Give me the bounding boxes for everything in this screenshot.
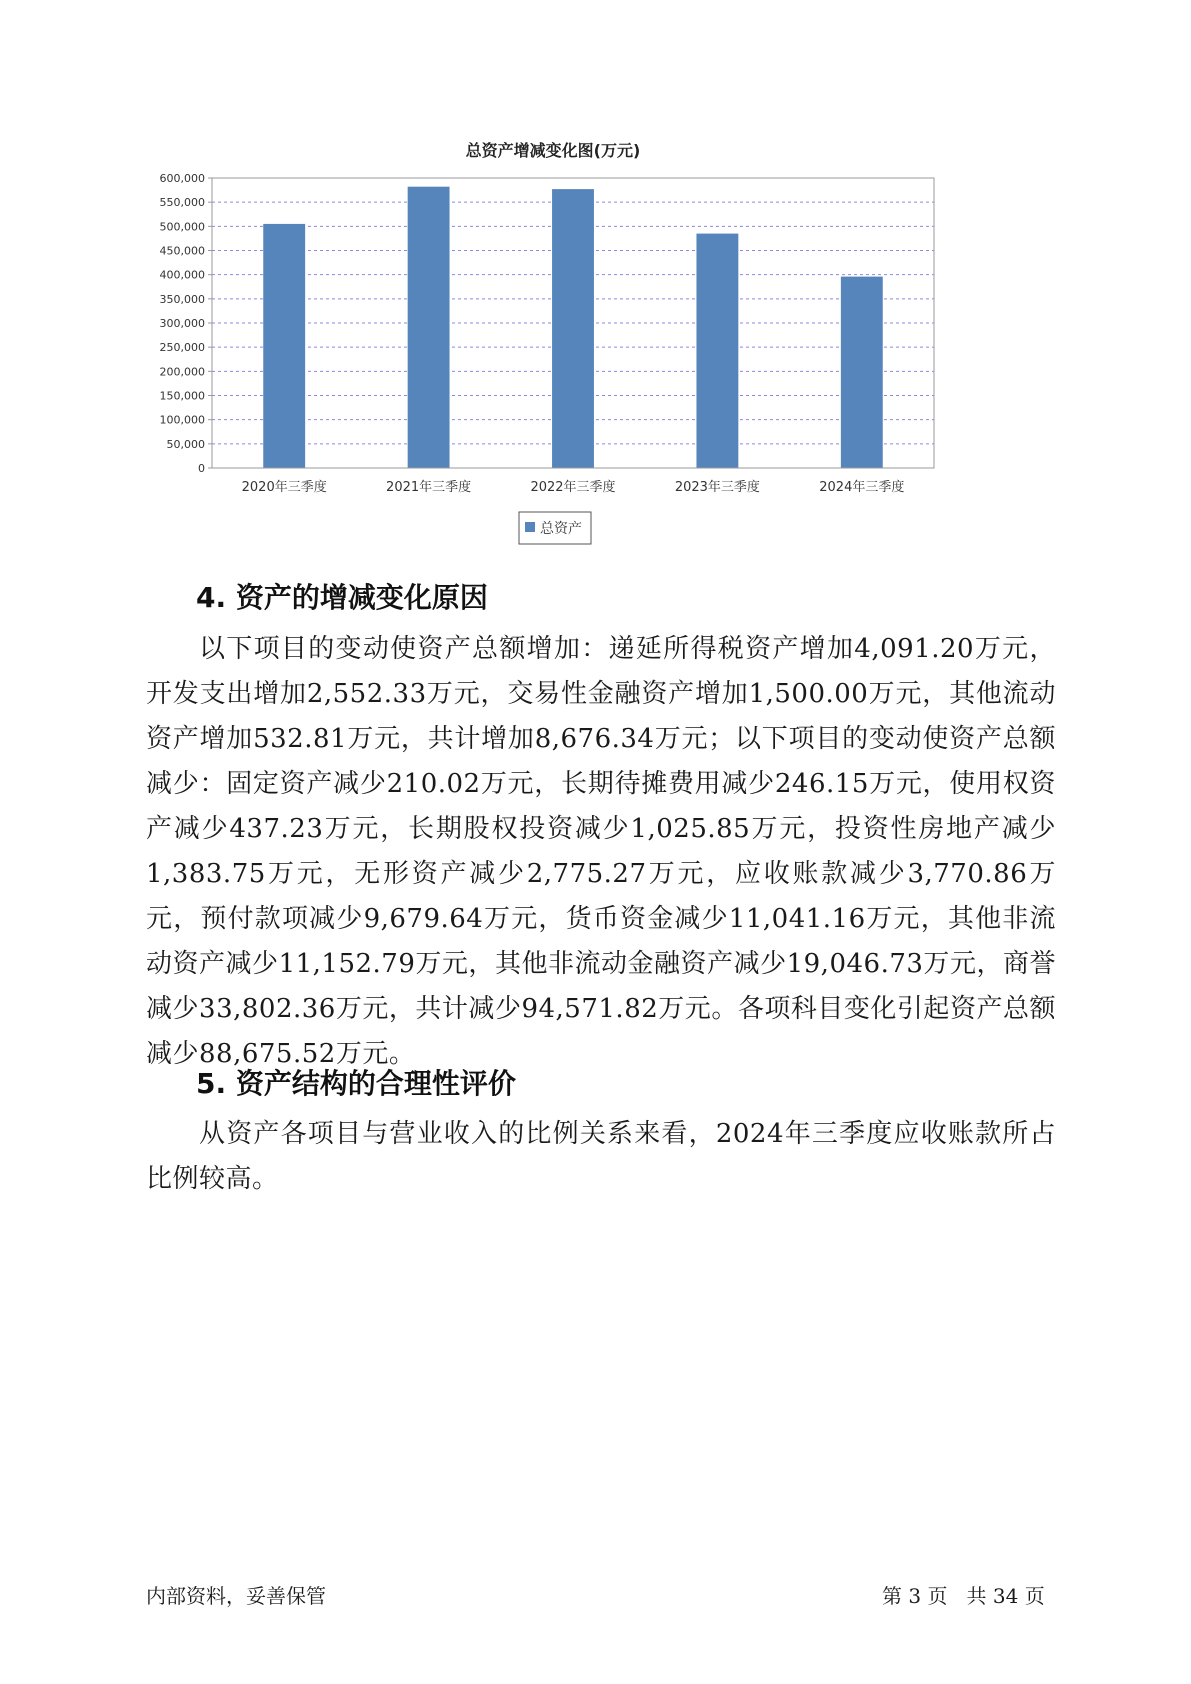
y-tick-label: 400,000 — [160, 268, 205, 282]
footer-page-info — [882, 1582, 1045, 1610]
bar-2023年三季度 — [696, 234, 738, 468]
bars — [263, 187, 882, 468]
y-tick-label: 600,000 — [160, 172, 205, 185]
y-tick-label: 50,000 — [166, 437, 205, 451]
y-tick-label: 500,000 — [160, 220, 205, 234]
chart-container — [160, 140, 1020, 600]
bar-2020年三季度 — [263, 224, 305, 468]
bar-2024年三季度 — [841, 277, 883, 468]
x-tick-label: 2023年三季度 — [674, 480, 760, 495]
bar-2022年三季度 — [552, 189, 594, 468]
y-axis-ticks — [160, 172, 212, 475]
y-tick-label: 300,000 — [160, 317, 205, 330]
chart-title: 总资产增减变化图(万元) — [465, 141, 641, 160]
footer-total-pages: 共 34 页 — [966, 1584, 1045, 1608]
footer-confidential-note: 内部资料，妥善保管 — [146, 1584, 326, 1608]
y-tick-label: 100,000 — [160, 413, 205, 427]
section-paragraph-4: 以下项目的变动使资产总额增加：递延所得税资产增加4,091.20万元，开发支出增加2,552.33万元，交易性金融资产增加1,500.00万元，其他流动资产增加532.81万元，共计增加8,676.34万元；以下项目的变动使资产总额减少：固定资产减少210.02万元，长期待摊费用减少246.15万元，使用权资产减少437.23万元，长期股权投资减少1,025.85万元，投资性房地产减少1,383.75万元，无形资产减少2,775.27万元，应收账款减少3,770.86万元，预付款项减少9,679.64万元，货币资金减少11,041.16万元，其他非流动资产减少11,152.79万元，其他非流动金融资产减少19,046.73万元，商誉减少33,802.36万元，共计减少94,571.82万元。各项科目变化引起资产总额减少88,675.52万元。 — [146, 634, 1056, 1069]
section-heading-4: 4. 资产的增减变化原因 — [196, 581, 488, 614]
x-tick-label: 2020年三季度 — [241, 480, 327, 495]
bar-2021年三季度 — [408, 187, 450, 468]
y-tick-label: 350,000 — [160, 292, 205, 306]
x-tick-label: 2021年三季度 — [386, 480, 472, 495]
y-tick-label: 250,000 — [160, 341, 205, 355]
section-paragraph-5: 从资产各项目与营业收入的比例关系来看，2024年三季度应收账款所占比例较高。 — [146, 1119, 1056, 1194]
y-tick-label: 0 — [198, 462, 205, 475]
y-tick-label: 550,000 — [160, 196, 205, 210]
legend-swatch — [525, 522, 535, 532]
total-assets-bar-chart — [160, 140, 1020, 600]
y-tick-label: 450,000 — [160, 244, 205, 258]
section-heading-5: 5. 资产结构的合理性评价 — [196, 1067, 516, 1100]
legend-label: 总资产 — [540, 521, 582, 537]
x-tick-label: 2024年三季度 — [819, 480, 905, 495]
y-tick-label: 200,000 — [160, 365, 205, 379]
x-tick-label: 2022年三季度 — [530, 480, 616, 495]
footer-page-number: 第 3 页 — [882, 1584, 948, 1608]
chart-legend — [519, 512, 591, 544]
y-tick-label: 150,000 — [160, 389, 205, 403]
x-axis-ticks — [242, 479, 905, 495]
